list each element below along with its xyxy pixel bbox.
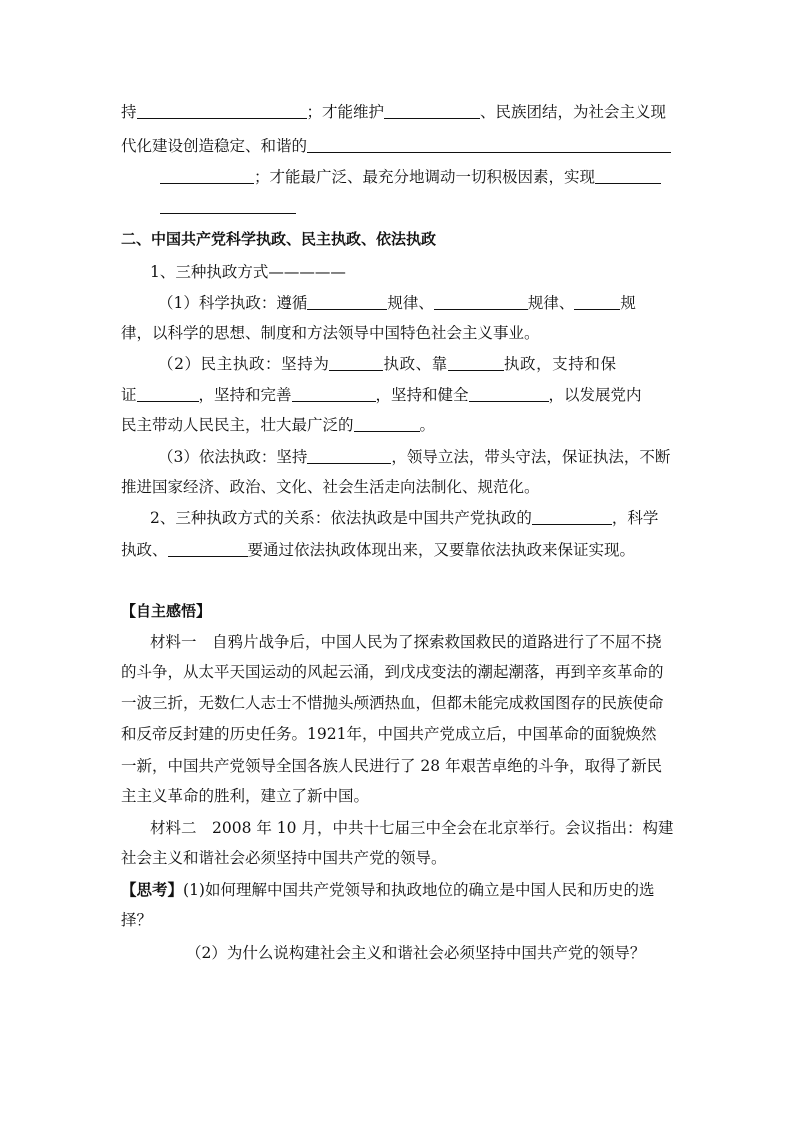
material1-line-4: 和反帝反封建的历史任务。1921年，中国共产党成立后，中国革命的面貌焕然 — [121, 725, 657, 743]
blank[interactable] — [160, 169, 254, 184]
blank[interactable] — [329, 356, 383, 371]
blank[interactable] — [384, 104, 480, 119]
blank[interactable] — [307, 138, 671, 153]
fill-line-2 — [121, 136, 671, 156]
blank[interactable] — [307, 449, 391, 464]
science-line-1 — [158, 293, 636, 313]
text: 执政、 — [121, 541, 168, 559]
material1-line-2: 的斗争，从太平天国运动的风起云涌，到戊戌变法的潮起潮落，再到辛亥革命的 — [121, 663, 664, 681]
material1-line-5: 一新，中国共产党领导全国各族人民进行了 28 年艰苦卓绝的斗争，取得了新民 — [121, 757, 663, 775]
blank[interactable] — [595, 169, 661, 184]
text: ，坚持和健全 — [375, 386, 469, 404]
text: ，科学 — [611, 509, 659, 527]
blank[interactable] — [354, 417, 420, 432]
text: 。 — [419, 416, 436, 434]
text: （2）民主执政：坚持为 — [158, 355, 330, 373]
text: ；才能维护 — [306, 103, 385, 121]
blank[interactable] — [434, 295, 528, 310]
text: 、民族团结，为社会主义现 — [480, 103, 667, 121]
text: (1)如何理解中国共产党领导和执政地位的确立是中国人民和历史的选 — [183, 881, 655, 899]
material1-line-1: 材料一 自鸦片战争后，中国人民为了探索救国救民的道路进行了不屈不挠 — [150, 633, 662, 651]
think-line-1 — [121, 880, 654, 900]
science-line-2: 律，以科学的思想、制度和方法领导中国特色社会主义事业。 — [121, 324, 540, 342]
democracy-line-1 — [158, 354, 617, 374]
item2-line-1 — [150, 508, 658, 528]
fill-line-3 — [160, 167, 661, 187]
material1-line-6: 主主义革命的胜利，建立了新中国。 — [121, 787, 370, 805]
law-line-1 — [158, 447, 670, 467]
text: 2、三种执政方式的关系：依法执政是中国共产党执政的 — [150, 509, 532, 527]
blank[interactable] — [532, 510, 612, 525]
item2-line-2 — [121, 540, 635, 560]
fill-line-1 — [121, 102, 666, 122]
text: 民主带动人民民主，壮大最广泛的 — [121, 416, 354, 434]
section-title: 二、中国共产党科学执政、民主执政、依法执政 — [121, 230, 437, 248]
text: （3）依法执政：坚持 — [158, 448, 308, 466]
blank[interactable] — [292, 387, 376, 402]
text: （1）科学执政：遵循 — [158, 294, 308, 312]
text: ，坚持和完善 — [198, 386, 292, 404]
blank[interactable] — [137, 104, 307, 119]
text: ；才能最广泛、最充分地调动一切积极因素，实现 — [254, 168, 596, 186]
text: 规律、 — [527, 294, 575, 312]
blank[interactable] — [137, 387, 199, 402]
material1-line-3: 一波三折，无数仁人志士不惜抛头颅洒热血，但都未能完成救国图存的民族使命 — [121, 694, 664, 712]
text: ，领导立法，带头守法，保证执法，不断 — [391, 448, 671, 466]
text: 执政、靠 — [383, 355, 448, 373]
item1-title: 1、三种执政方式————— — [150, 263, 346, 281]
question-2: （2）为什么说构建社会主义和谐社会必须坚持中国共产党的领导？ — [186, 944, 646, 962]
text: 要通过依法执政体现出来，又要靠依法执政来保证实现。 — [247, 541, 636, 559]
text: 执政，支持和保 — [503, 355, 617, 373]
blank[interactable] — [448, 356, 504, 371]
think-line-2: 择？ — [121, 911, 153, 929]
material2-line-2: 社会主义和谐社会必须坚持中国共产党的领导。 — [121, 849, 447, 867]
text: 持 — [121, 103, 137, 121]
think-label: 【思考】 — [121, 880, 184, 899]
text: 规 — [620, 294, 636, 312]
democracy-line-3 — [121, 415, 435, 435]
law-line-2: 推进国家经济、政治、文化、社会生活走向法制化、规范化。 — [121, 478, 540, 496]
text: 证 — [121, 386, 137, 404]
text: 规律、 — [387, 294, 434, 312]
text: 代化建设创造稳定、和谐的 — [121, 137, 308, 155]
blank[interactable] — [307, 295, 387, 310]
fill-line-4 — [160, 197, 296, 217]
blank[interactable] — [469, 387, 549, 402]
democracy-line-2 — [121, 385, 642, 405]
text: ，以发展党内 — [548, 386, 642, 404]
blank[interactable] — [168, 542, 248, 557]
blank[interactable] — [574, 295, 620, 310]
blank[interactable] — [160, 199, 296, 214]
material2-line-1: 材料二 2008 年 10 月，中共十七届三中全会在北京举行。会议指出：构建 — [150, 819, 674, 837]
insight-heading: 【自主感悟】 — [121, 602, 212, 620]
